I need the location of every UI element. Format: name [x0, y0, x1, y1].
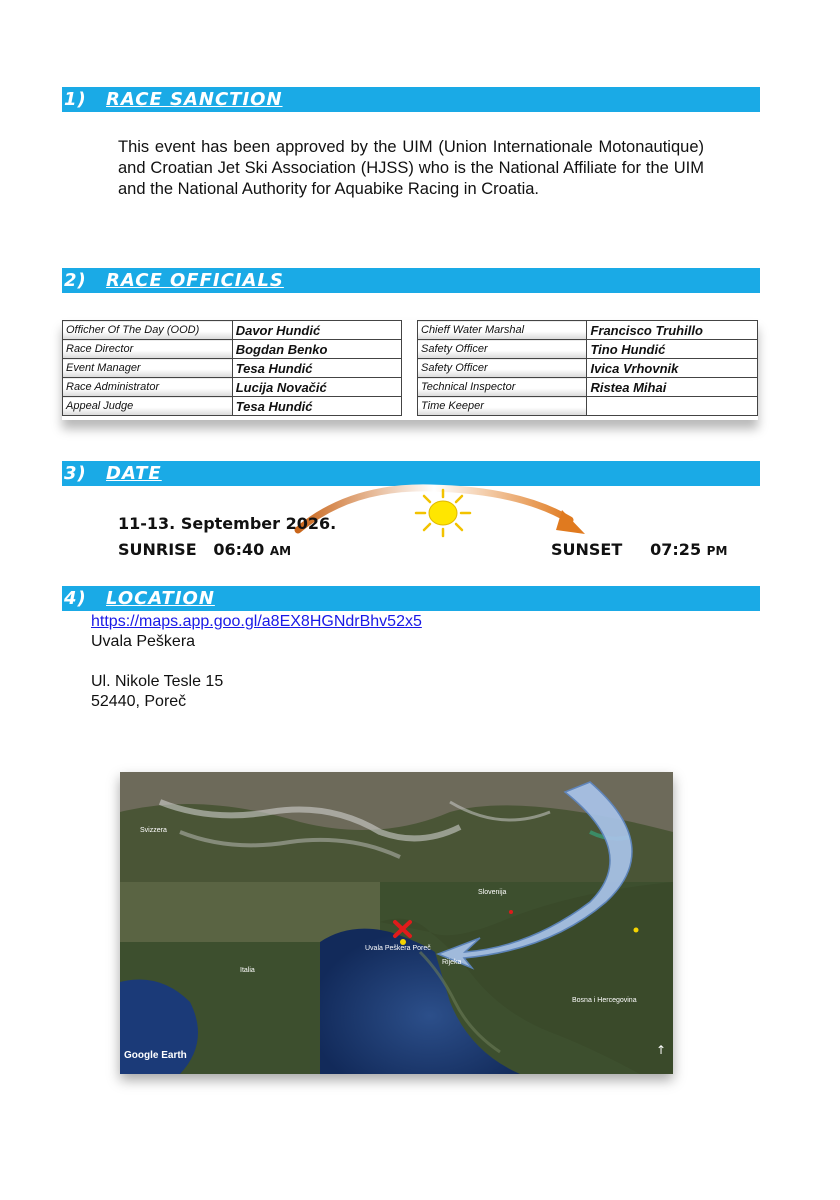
location-city: 52440, Poreč [91, 693, 187, 710]
table-row [63, 321, 402, 340]
official-name: Ristea Mihai [587, 378, 758, 397]
section-number: 3) [64, 463, 87, 484]
official-role: Appeal Judge [63, 397, 233, 416]
officials-table [62, 320, 758, 420]
official-name: Bogdan Benko [232, 340, 401, 359]
north-arrow-icon: ↑ [656, 1043, 667, 1057]
official-name: Francisco Truhillo [587, 321, 758, 340]
official-role: Chieff Water Marshal [418, 321, 587, 340]
table-row [418, 321, 758, 340]
section-header-race-officials [62, 268, 760, 293]
sunset-label: SUNSET [551, 540, 623, 559]
section-title: RACE OFFICIALS [106, 270, 284, 291]
sunrise-suffix: AM [269, 544, 292, 558]
official-role: Safety Officer [418, 340, 587, 359]
section-title: RACE SANCTION [106, 89, 283, 110]
table-row [63, 340, 402, 359]
sunset-suffix: PM [706, 544, 728, 558]
map-label-rijeka: Rijeka [442, 959, 462, 966]
official-name [587, 397, 758, 416]
official-role: Race Administrator [63, 378, 233, 397]
officials-table-right [417, 320, 758, 416]
table-row [418, 359, 758, 378]
map-label-italia: Italia [240, 967, 255, 974]
satellite-map[interactable] [120, 772, 673, 1074]
section-number: 2) [64, 270, 87, 291]
official-role: Time Keeper [418, 397, 587, 416]
sunset-info [551, 540, 727, 559]
official-role: Race Director [63, 340, 233, 359]
map-image [120, 772, 673, 1074]
section-header-location [62, 586, 760, 611]
section-title: DATE [106, 463, 162, 484]
map-label-slovenia: Slovenija [478, 889, 507, 896]
location-street: Ul. Nikole Tesle 15 [91, 673, 224, 690]
official-role: Officher Of The Day (OOD) [63, 321, 233, 340]
section-number: 4) [64, 588, 87, 609]
google-earth-watermark: Google Earth [124, 1050, 187, 1061]
sunrise-time: 06:40 [213, 540, 265, 559]
sunrise-label: SUNRISE [118, 540, 197, 559]
section-header-race-sanction [62, 87, 760, 112]
official-name: Tesa Hundić [232, 397, 401, 416]
sunrise-info [118, 540, 291, 559]
table-row [418, 340, 758, 359]
sunset-time: 07:25 [650, 540, 702, 559]
section-title: LOCATION [106, 588, 215, 609]
table-row [418, 378, 758, 397]
table-row [63, 397, 402, 416]
official-name: Tesa Hundić [232, 359, 401, 378]
official-name: Davor Hundić [232, 321, 401, 340]
table-row [63, 359, 402, 378]
official-role: Safety Officer [418, 359, 587, 378]
official-name: Ivica Vrhovnik [587, 359, 758, 378]
official-role: Technical Inspector [418, 378, 587, 397]
table-row [418, 397, 758, 416]
sanction-paragraph: This event has been approved by the UIM (Union Internationale Motonautique) and Croatian Jet Ski Association (HJSS) who is the National Affiliate for the UIM and the National Authority for Aquabike Racing in Croatia. [118, 138, 704, 198]
section-number: 1) [64, 89, 87, 110]
map-label-venue: Uvala Peškera Poreč [365, 945, 431, 952]
officials-table-left [62, 320, 402, 416]
event-dates: 11-13. September 2026. [118, 514, 337, 533]
location-place: Uvala Peškera [91, 633, 196, 650]
official-name: Tino Hundić [587, 340, 758, 359]
map-label-svizzera: Svizzera [140, 827, 167, 834]
map-label-bosnia: Bosna i Hercegovina [572, 997, 637, 1004]
official-role: Event Manager [63, 359, 233, 378]
table-row [63, 378, 402, 397]
sun-icon [412, 488, 474, 538]
maps-link[interactable]: https://maps.app.goo.gl/a8EX8HGNdrBhv52x5 [91, 613, 422, 630]
official-name: Lucija Novačić [232, 378, 401, 397]
